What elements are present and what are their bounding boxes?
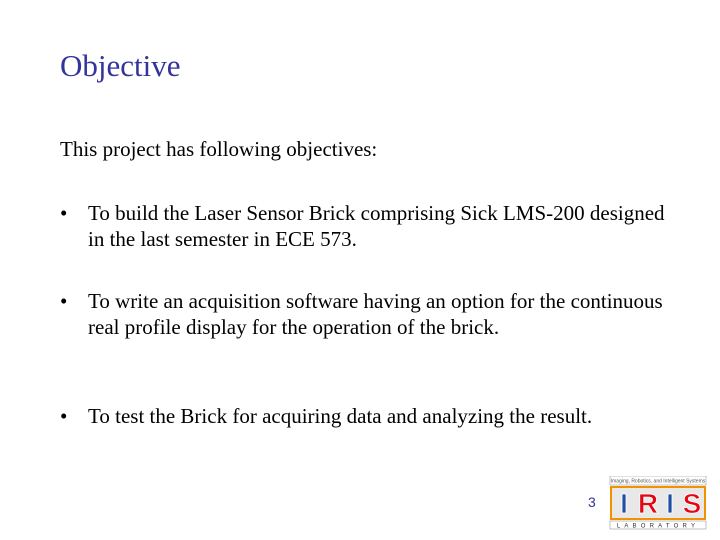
logo-letter-3: I — [666, 488, 674, 519]
bullet-dot-icon: • — [60, 201, 68, 225]
logo-letter-2: R — [637, 488, 659, 519]
bullet-item — [60, 403, 680, 429]
bullet-text: To build the Laser Sensor Brick comprising Sick LMS-200 designed in the last semester in ECE 573. — [88, 201, 665, 251]
bullet-item — [60, 200, 680, 252]
intro-text: This project has following objectives: — [60, 137, 378, 161]
logo-letter-4: S — [682, 488, 702, 519]
slide-title: Objective — [60, 48, 181, 83]
bullet-text: To test the Brick for acquiring data and analyzing the result. — [88, 404, 593, 428]
bullet-dot-icon: • — [60, 289, 68, 313]
logo-tagline: Imaging, Robotics, and Intelligent Systems — [610, 478, 706, 485]
page-number: 3 — [588, 494, 596, 510]
iris-lab-logo — [604, 476, 708, 530]
bullet-dot-icon: • — [60, 404, 68, 428]
logo-subtitle: LABORATORY — [616, 523, 700, 530]
bullet-item — [60, 288, 680, 340]
logo-letter-1: I — [620, 488, 628, 519]
bullet-text: To write an acquisition software having an option for the continuous real profile display for the operation of the brick. — [88, 289, 663, 339]
